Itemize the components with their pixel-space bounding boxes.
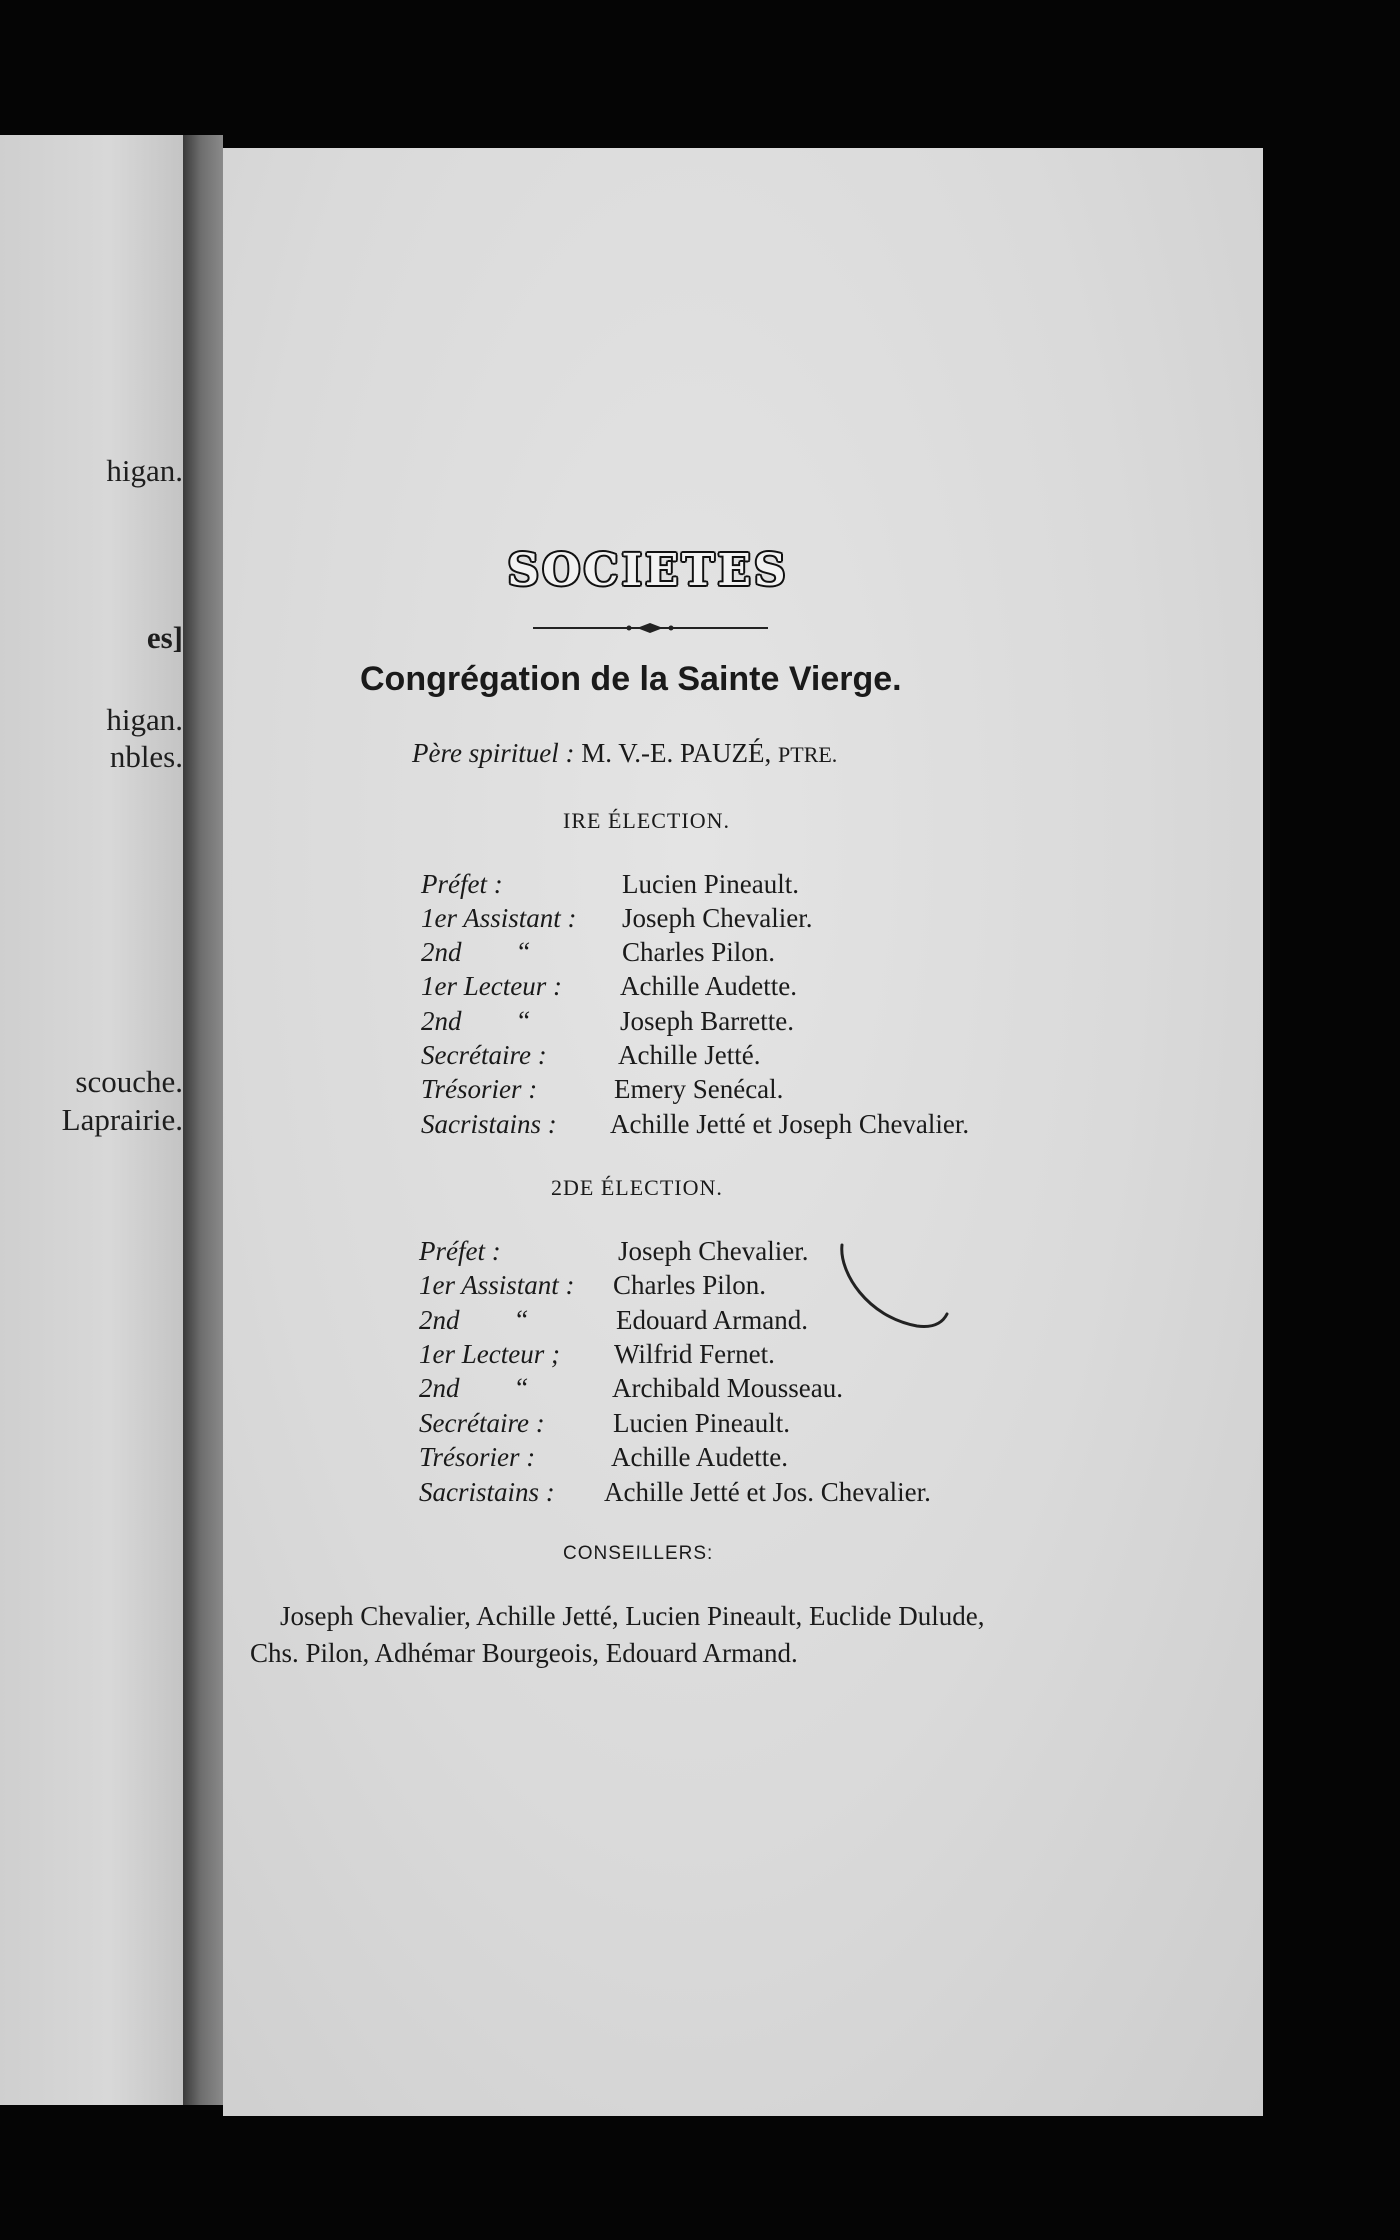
role-label: 2nd “ [419,1373,529,1403]
role-label: Secrétaire : [421,1040,547,1070]
member-name: Achille Jetté et Jos. Chevalier. [604,1477,931,1507]
member-name: Joseph Barrette. [620,1006,794,1036]
conseillers-heading: CONSEILLERS: [563,1543,714,1564]
member-name: Joseph Chevalier. [622,903,813,933]
member-name: Charles Pilon. [613,1270,766,1300]
pere-role: Père spirituel : [412,738,575,768]
left-fragment: nbles. [109,739,183,774]
left-fragment: higan. [106,702,183,737]
role-label: 2nd “ [421,1006,531,1036]
left-fragment: Laprairie. [61,1102,183,1137]
congregation-heading: Congrégation de la Sainte Vierge. [360,660,902,698]
conseillers-list [250,1598,1040,1672]
member-name: Edouard Armand. [616,1305,808,1335]
role-label: 1er Lecteur ; [419,1339,560,1369]
role-label: Sacristains : [421,1109,557,1139]
role-label: Préfet : [419,1236,501,1266]
role-label: 1er Assistant : [419,1270,575,1300]
role-label: Trésorier : [419,1442,536,1472]
member-name: Achille Audette. [620,971,797,1001]
member-name: Joseph Chevalier. [618,1236,809,1266]
role-label: Préfet : [421,869,503,899]
left-fragment: scouche. [75,1064,183,1099]
member-name: Lucien Pineault. [622,869,799,899]
role-label: 2nd “ [419,1305,529,1335]
election-2-heading: 2DE ÉLECTION. [551,1175,723,1200]
role-label: 2nd “ [421,937,531,967]
member-name: Emery Senécal. [614,1074,784,1104]
book-gutter [183,135,223,2105]
member-name: Archibald Mousseau. [612,1373,843,1403]
member-name: Achille Jetté. [618,1040,761,1070]
title-ornament [533,622,768,634]
role-label: Secrétaire : [419,1408,545,1438]
member-name: Achille Jetté et Joseph Chevalier. [610,1109,970,1139]
role-label: Trésorier : [421,1074,538,1104]
left-fragment: es] [146,620,183,655]
pere-name: M. V.-E. PAUZÉ, [581,738,772,768]
member-name: Achille Audette. [611,1442,788,1472]
member-name: Lucien Pineault. [613,1408,790,1438]
election-1-heading: IRE ÉLECTION. [563,808,730,833]
member-name: Charles Pilon. [622,937,775,967]
left-fragment: higan. [106,453,183,488]
role-label: 1er Lecteur : [421,971,562,1001]
conseillers-line-1: Joseph Chevalier, Achille Jetté, Lucien Pineault, Euclide Dulude, [280,1601,985,1631]
role-label: 1er Assistant : [421,903,577,933]
member-name: Wilfrid Fernet. [614,1339,775,1369]
pen-mark [837,1242,952,1332]
page-title: SOCIETES [507,545,789,596]
pere-suffix: PTRE. [778,742,838,767]
pere-spirituel-line [412,738,837,769]
conseillers-line-2: Chs. Pilon, Adhémar Bourgeois, Edouard Armand. [250,1638,798,1668]
role-label: Sacristains : [419,1477,555,1507]
left-page-edge [0,135,183,2105]
